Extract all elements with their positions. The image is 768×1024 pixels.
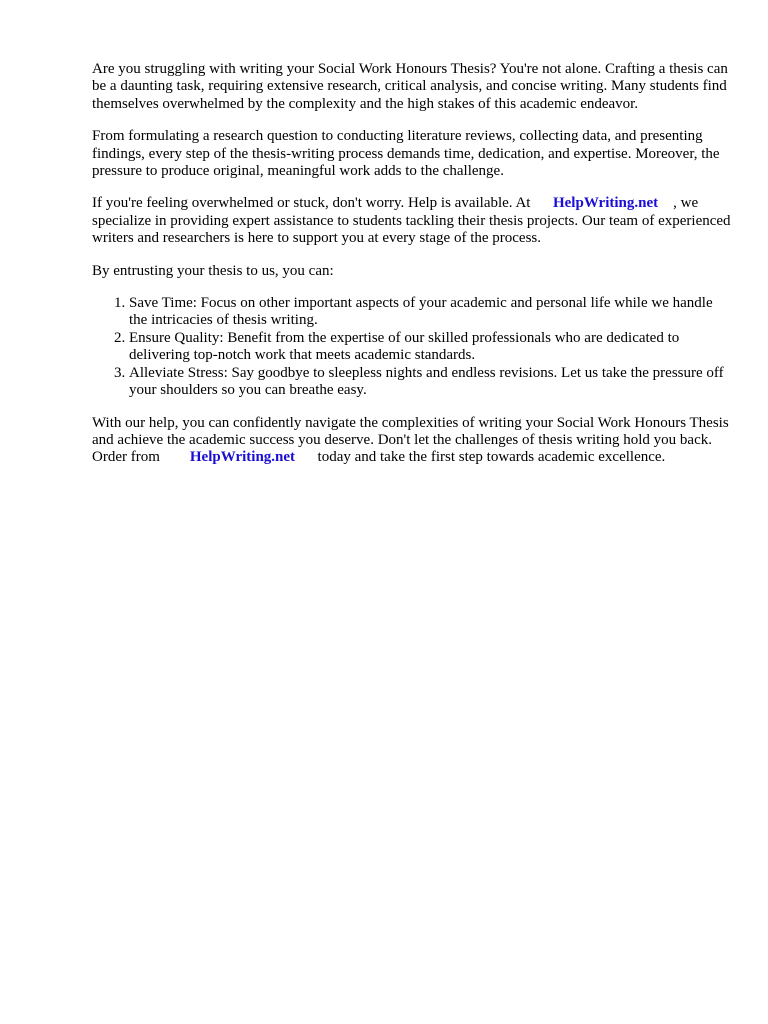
benefits-list [92, 295, 732, 399]
closing-text-after: today and take the first step towards academic excellence. [317, 449, 666, 466]
entrust-paragraph: By entrusting your thesis to us, you can: [92, 262, 334, 279]
process-paragraph: From formulating a research question to conducting literature reviews, collecting data, and presenting findings, every step of the thesis-writing process demands time, dedication, and expertise. Moreover, the pressure to produce original, meaningful work adds to the challenge. [92, 128, 720, 180]
help-paragraph [92, 195, 732, 247]
helpwriting-link-closing[interactable]: HelpWriting.net [189, 449, 296, 466]
list-item-ensure-quality: 2. Ensure Quality: Benefit from the expertise of our skilled professionals who are dedicated to delivering top-notch work that meets academic standards. [129, 330, 732, 365]
helpwriting-link[interactable]: HelpWriting.net [552, 195, 659, 212]
list-item-save-time: 1. Save Time: Focus on other important aspects of your academic and personal life while we handle the intricacies of thesis writing. [129, 295, 732, 330]
closing-text-before: With our help, you can confidently navigate the complexities of writing your Social Work Honours Thesis and achieve the academic success you deserve. Don't let the challenges of thesis writing hold you back. Order from [92, 414, 729, 466]
list-item-alleviate-stress: 3. Alleviate Stress: Say goodbye to sleepless nights and endless revisions. Let us take the pressure off your shoulders so you can breathe easy. [129, 365, 732, 400]
help-text-after: , we specialize in providing expert assistance to students tackling their thesis projects. Our team of experienced writers and researchers is here to support you at every stage of the process. [92, 195, 731, 247]
intro-paragraph: Are you struggling with writing your Social Work Honours Thesis? You're not alone. Crafting a thesis can be a daunting task, requiring extensive research, critical analysis, and concise writing. Many students find themselves overwhelmed by the complexity and the high stakes of this academic endeavor. [92, 61, 728, 112]
help-text-before: If you're feeling overwhelmed or stuck, don't worry. Help is available. At [92, 195, 531, 212]
closing-paragraph [92, 415, 732, 467]
document-body [92, 61, 732, 482]
